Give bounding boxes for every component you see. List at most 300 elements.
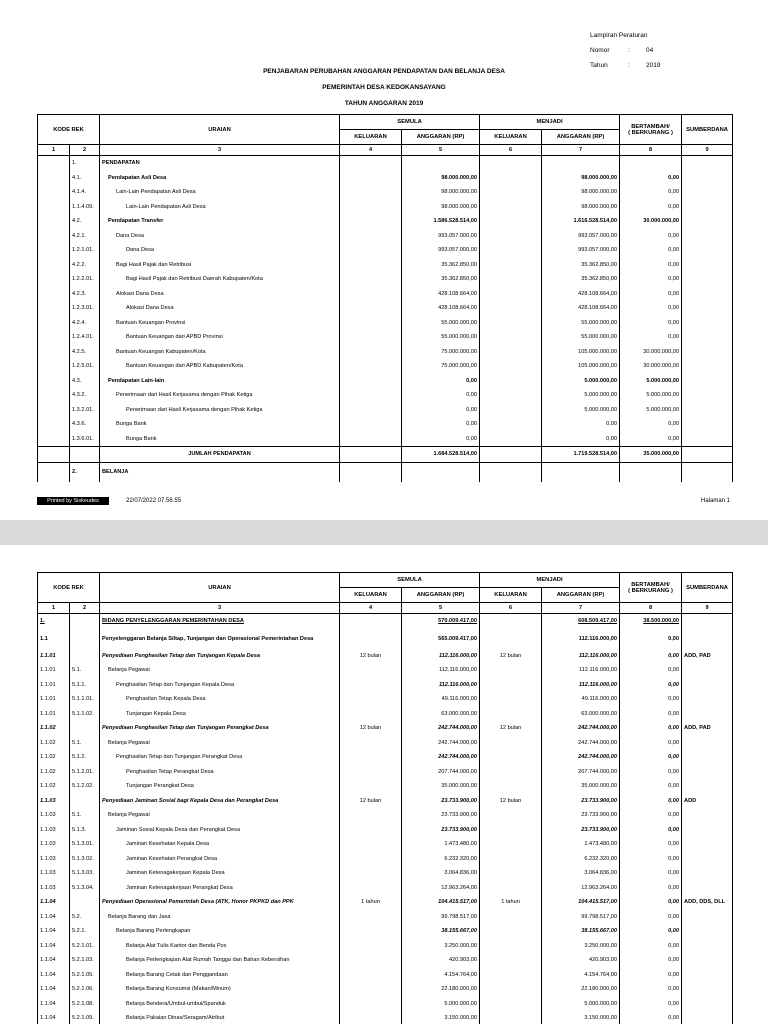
anggaran-menjadi: 5.000.000,00 [542,997,620,1012]
bertambah-berkurang: 0,00 [620,229,682,244]
anggaran-semula: 104.415.517,00 [402,895,480,910]
bertambah-berkurang: 0,00 [620,272,682,287]
bertambah-berkurang: 0,00 [620,301,682,316]
table-row [38,692,733,707]
printed-datetime: 22/07/2022 07.56.55 [126,498,182,504]
bertambah-berkurang: 0,00 [620,982,682,997]
anggaran-menjadi: 112.116.000,00 [542,663,620,678]
kode-rek-1 [38,200,70,215]
table-row [38,663,733,678]
table-row [38,837,733,852]
anggaran-semula: 242.744.000,00 [402,736,480,751]
keluaran-menjadi [480,1011,542,1024]
kode-rek-1 [38,388,70,403]
bertambah-berkurang: 5.000.000,00 [620,403,682,418]
uraian-cell: Belanja Pegawai [100,808,340,823]
keluaran-menjadi [480,765,542,780]
kode-rek-2: 5.1.3.02. [70,852,100,867]
sumberdana [682,881,733,896]
bertambah-berkurang [620,156,682,171]
keluaran-semula [340,185,402,200]
uraian-cell: Penyediaan Penghasilan Tetap dan Tunjangan Perangkat Desa [100,721,340,736]
bertambah-berkurang: 0,00 [620,953,682,968]
anggaran-menjadi: 993.057.000,00 [542,229,620,244]
nomor-label: Nomor [590,47,610,54]
anggaran-semula: 570.009.417,00 [402,614,480,629]
uraian-cell: Belanja Perlengkapan Alat Rumah Tangga dan Bahan Kebersihan [100,953,340,968]
keluaran-menjadi [480,214,542,229]
page-number: Halaman 1 [700,498,730,504]
keluaran-semula [340,388,402,403]
kode-rek-2 [70,794,100,809]
bertambah-berkurang: 0,00 [620,997,682,1012]
column-number: 9 [682,603,733,614]
anggaran-menjadi: 23.733.900,00 [542,823,620,838]
header-menjadi: MENJADI [480,573,620,588]
header-uraian: URAIAN [100,573,340,603]
uraian-cell: Belanja Barang Cetak dan Penggandaan [100,968,340,983]
anggaran-menjadi: 4.154.764,00 [542,968,620,983]
keluaran-semula [340,779,402,794]
kode-rek-2: 4.2.1. [70,229,100,244]
kode-rek-1 [38,462,70,482]
kode-rek-2: 4.2.4. [70,316,100,331]
sumberdana [682,171,733,186]
header-uraian: URAIAN [100,115,340,145]
anggaran-menjadi: 112.116.000,00 [542,649,620,664]
kode-rek-1: 1.1.04 [38,1011,70,1024]
sumberdana [682,432,733,447]
column-number: 3 [100,603,340,614]
uraian-cell: Lain-Lain Pendapatan Asli Desa [100,200,340,215]
uraian-cell: Pendapatan Transfer [100,214,340,229]
kode-rek-2: 1.2.5.01. [70,359,100,374]
kode-rek-2: 5.1.1. [70,678,100,693]
column-number: 2 [70,145,100,156]
sumberdana [682,316,733,331]
header-bertambah [620,115,682,145]
kode-rek-1: 1.1.01 [38,692,70,707]
table-row [38,432,733,447]
kode-rek-1: 1.1.01 [38,707,70,722]
anggaran-menjadi: 23.733.900,00 [542,794,620,809]
sumberdana [682,837,733,852]
sumberdana [682,287,733,302]
header-bertambah-line1: BERTAMBAH/ [631,581,670,588]
anggaran-menjadi: 420.903,00 [542,953,620,968]
bertambah-berkurang: 30.000.000,00 [620,345,682,360]
anggaran-semula: 993.057.000,00 [402,243,480,258]
anggaran-semula: 3.250.000,00 [402,939,480,954]
table-row [38,243,733,258]
keluaran-semula [340,881,402,896]
anggaran-semula: 0,00 [402,388,480,403]
kode-rek-2: 5.1.3.03. [70,866,100,881]
anggaran-semula: 23.733.900,00 [402,808,480,823]
kode-rek-2 [70,447,100,463]
kode-rek-1: 1.1.01 [38,663,70,678]
sumberdana [682,185,733,200]
anggaran-semula: 35.362.850,00 [402,272,480,287]
table-row [38,272,733,287]
uraian-cell: Belanja Barang Konsumsi (Makan/Minum) [100,982,340,997]
kode-rek-1: 1.1.04 [38,939,70,954]
uraian-cell: BELANJA [100,462,340,482]
table-row [38,924,733,939]
column-number: 8 [620,145,682,156]
keluaran-semula [340,837,402,852]
kode-rek-2: 1.1.4.09. [70,200,100,215]
keluaran-semula [340,258,402,273]
table-row [38,997,733,1012]
kode-rek-1 [38,185,70,200]
sumberdana: ADD [682,794,733,809]
uraian-cell: Penerimaan dari Hasil Kerjasama dengan Pihak Ketiga [100,388,340,403]
empty-cell [682,462,733,482]
bertambah-berkurang: 0,00 [620,721,682,736]
bertambah-berkurang: 0,00 [620,852,682,867]
kode-rek-2: 5.1. [70,736,100,751]
sumberdana [682,229,733,244]
report-title: PENJABARAN PERUBAHAN ANGGARAN PENDAPATAN DAN BELANJA DESA [263,68,505,75]
table-row [38,736,733,751]
sumberdana [682,779,733,794]
keluaran-semula [340,678,402,693]
keluaran-menjadi [480,968,542,983]
header-anggaran-semula: ANGGARAN (RP) [402,130,480,145]
sumberdana [682,629,733,649]
keluaran-semula [340,939,402,954]
kode-rek-1 [38,229,70,244]
bertambah-berkurang: 5.000.000,00 [620,374,682,389]
anggaran-menjadi: 3.064.836,00 [542,866,620,881]
keluaran-semula [340,823,402,838]
header-bertambah-line2: ( BERKURANG ) [628,587,673,594]
printed-by-label: Printed by Siskeudes [37,497,109,505]
keluaran-menjadi [480,243,542,258]
total-row [38,447,733,463]
kode-rek-2: 5.2.1. [70,924,100,939]
column-number: 1 [38,603,70,614]
column-number: 6 [480,145,542,156]
total-anggaran-menjadi: 1.719.528.514,00 [542,447,620,463]
header-keluaran-semula: KELUARAN [340,130,402,145]
kode-rek-2: 1.2.4.01. [70,330,100,345]
table-row [38,316,733,331]
bertambah-berkurang: 0,00 [620,417,682,432]
anggaran-menjadi: 3.250.000,00 [542,939,620,954]
bertambah-berkurang: 0,00 [620,910,682,925]
keluaran-menjadi [480,750,542,765]
kode-rek-2 [70,614,100,629]
column-number: 6 [480,603,542,614]
table-row [38,629,733,649]
uraian-cell: Pendapatan Lain-lain [100,374,340,389]
kode-rek-1 [38,258,70,273]
table-row [38,229,733,244]
anggaran-semula: 242.744.000,00 [402,721,480,736]
anggaran-semula: 242.744.000,00 [402,750,480,765]
header-bertambah [620,573,682,603]
kode-rek-2: 5.1.1.01. [70,692,100,707]
sumberdana [682,765,733,780]
keluaran-semula [340,316,402,331]
keluaran-semula [340,808,402,823]
uraian-cell: Bagi Hasil Pajak dan Retribusi [100,258,340,273]
anggaran-menjadi: 207.744.000,00 [542,765,620,780]
anggaran-semula: 99.798.517,00 [402,910,480,925]
bertambah-berkurang: 0,00 [620,794,682,809]
keluaran-menjadi [480,692,542,707]
bertambah-berkurang: 0,00 [620,243,682,258]
total-label: JUMLAH PENDAPATAN [100,447,340,463]
kode-rek-2: 5.1.1.02. [70,707,100,722]
report-titles [0,64,768,112]
anggaran-semula: 112.116.000,00 [402,678,480,693]
uraian-cell: Bantuan Keuangan Kabupaten/Kota [100,345,340,360]
bertambah-berkurang: 0,00 [620,823,682,838]
anggaran-menjadi: 35.000.000,00 [542,779,620,794]
anggaran-semula: 428.108.664,00 [402,287,480,302]
header-kode-rek: KODE REK [38,573,100,603]
kode-rek-1: 1.1.03 [38,881,70,896]
header-sumberdana: SUMBERDANA [682,115,733,145]
keluaran-menjadi [480,852,542,867]
anggaran-menjadi [542,156,620,171]
table-row [38,910,733,925]
keluaran-semula [340,910,402,925]
kode-rek-1: 1.1.04 [38,910,70,925]
header-keluaran-menjadi: KELUARAN [480,130,542,145]
anggaran-menjadi: 993.057.000,00 [542,243,620,258]
keluaran-semula [340,432,402,447]
sumberdana [682,750,733,765]
kode-rek-1: 1.1.02 [38,765,70,780]
anggaran-menjadi: 428.108.664,00 [542,287,620,302]
uraian-cell: BIDANG PENYELENGGARAN PEMERINTAHAN DESA [100,614,340,629]
keluaran-semula [340,968,402,983]
belanja-row [38,462,733,482]
anggaran-semula: 565.009.417,00 [402,629,480,649]
anggaran-menjadi: 12.963.264,00 [542,881,620,896]
table-row [38,779,733,794]
sumberdana [682,707,733,722]
sumberdana [682,678,733,693]
keluaran-menjadi [480,388,542,403]
sumberdana [682,243,733,258]
bertambah-berkurang: 0,00 [620,895,682,910]
keluaran-menjadi [480,403,542,418]
sumberdana [682,968,733,983]
table-row [38,649,733,664]
bertambah-berkurang: 0,00 [620,678,682,693]
column-number: 7 [542,145,620,156]
kode-rek-2: 5.1.2.02. [70,779,100,794]
anggaran-menjadi: 98.000.000,00 [542,185,620,200]
kode-rek-1: 1.1.03 [38,808,70,823]
anggaran-semula: 98.000.000,00 [402,185,480,200]
anggaran-semula [402,156,480,171]
sumberdana [682,156,733,171]
keluaran-menjadi [480,808,542,823]
kode-rek-2: 5.1.2. [70,750,100,765]
kode-rek-2: 5.2. [70,910,100,925]
anggaran-menjadi: 35.362.850,00 [542,258,620,273]
anggaran-menjadi: 49.116.000,00 [542,692,620,707]
anggaran-menjadi: 428.108.664,00 [542,301,620,316]
kode-rek-1 [38,432,70,447]
sumberdana [682,910,733,925]
kode-rek-1: 1. [38,614,70,629]
kode-rek-1: 1.1.04 [38,968,70,983]
table-row [38,750,733,765]
bertambah-berkurang: 0,00 [620,765,682,780]
keluaran-menjadi [480,881,542,896]
kode-rek-1: 1.1.02 [38,750,70,765]
table-row [38,359,733,374]
kode-rek-2: 5.2.1.03. [70,953,100,968]
keluaran-menjadi [480,359,542,374]
keluaran-menjadi [480,678,542,693]
kode-rek-1 [38,330,70,345]
keluaran-semula [340,345,402,360]
anggaran-semula: 23.733.900,00 [402,823,480,838]
anggaran-menjadi: 63.000.000,00 [542,707,620,722]
header-bertambah-line2: ( BERKURANG ) [628,129,673,136]
belanja-table [37,572,733,1024]
kode-rek-1 [38,374,70,389]
uraian-cell: Jaminan Kesehatan Perangkat Desa [100,852,340,867]
sumberdana [682,692,733,707]
keluaran-semula [340,707,402,722]
kode-rek-2: 5.2.1.08. [70,997,100,1012]
kode-rek-2 [70,895,100,910]
table-row [38,881,733,896]
bertambah-berkurang: 30.000.000,00 [620,214,682,229]
table-row [38,171,733,186]
table-row [38,185,733,200]
keluaran-semula [340,359,402,374]
anggaran-semula: 35.362.850,00 [402,258,480,273]
column-number-row [38,603,733,614]
anggaran-menjadi: 6.232.320,00 [542,852,620,867]
column-number: 1 [38,145,70,156]
table-row [38,939,733,954]
kode-rek-1 [38,214,70,229]
anggaran-semula: 38.155.667,00 [402,924,480,939]
sumberdana [682,301,733,316]
keluaran-menjadi [480,417,542,432]
uraian-cell: Belanja Barang Perlengkapan [100,924,340,939]
kode-rek-2: 4.3. [70,374,100,389]
keluaran-semula [340,301,402,316]
header-kode-rek: KODE REK [38,115,100,145]
anggaran-semula: 0,00 [402,432,480,447]
keluaran-semula [340,156,402,171]
keluaran-menjadi [480,866,542,881]
anggaran-menjadi: 608.509.417,00 [542,614,620,629]
kode-rek-1 [38,287,70,302]
kode-rek-2 [70,649,100,664]
uraian-cell: Jaminan Kesehatan Kepala Desa [100,837,340,852]
keluaran-menjadi [480,939,542,954]
anggaran-semula: 993.057.000,00 [402,229,480,244]
uraian-cell: Dana Desa [100,229,340,244]
table-row [38,287,733,302]
uraian-cell: Belanja Pegawai [100,663,340,678]
keluaran-semula [340,866,402,881]
keluaran-menjadi [480,707,542,722]
kode-rek-1: 1.1.04 [38,997,70,1012]
column-number: 3 [100,145,340,156]
bertambah-berkurang: 0,00 [620,649,682,664]
kode-rek-2: 4.3.2. [70,388,100,403]
column-number: 4 [340,603,402,614]
anggaran-menjadi: 105.000.000,00 [542,359,620,374]
sumberdana [682,447,733,463]
anggaran-semula: 35.000.000,00 [402,779,480,794]
kode-rek-2: 5.2.1.09. [70,1011,100,1024]
anggaran-menjadi: 22.180.000,00 [542,982,620,997]
uraian-cell: Penyediaan Operasional Pemerintah Desa (ATK, Honor PKPKD dan PPK [100,895,340,910]
column-number-row [38,145,733,156]
uraian-cell: Tunjangan Perangkat Desa [100,779,340,794]
anggaran-semula: 0,00 [402,417,480,432]
keluaran-menjadi: 12 bulan [480,649,542,664]
kode-rek-2: 5.1.3.01. [70,837,100,852]
bertambah-berkurang: 0,00 [620,663,682,678]
uraian-cell: Belanja Alat Tulis Kantor dan Benda Pos [100,939,340,954]
table-row [38,258,733,273]
keluaran-menjadi [480,171,542,186]
keluaran-menjadi [480,374,542,389]
anggaran-semula: 0,00 [402,403,480,418]
sumberdana [682,359,733,374]
keluaran-menjadi [480,447,542,463]
table-row [38,417,733,432]
kode-rek-2: 4.2.5. [70,345,100,360]
table-row [38,214,733,229]
kode-rek-2: 1.3.6.01. [70,432,100,447]
sumberdana [682,417,733,432]
kode-rek-1: 1.1.01 [38,649,70,664]
anggaran-menjadi: 23.733.900,00 [542,808,620,823]
kode-rek-2: 4.2.3. [70,287,100,302]
header-semula: SEMULA [340,573,480,588]
kode-rek-1 [38,243,70,258]
keluaran-semula [340,852,402,867]
header-sumberdana: SUMBERDANA [682,573,733,603]
empty-cell [620,462,682,482]
kode-rek-1: 1.1.02 [38,736,70,751]
table-row [38,721,733,736]
anggaran-menjadi: 105.000.000,00 [542,345,620,360]
keluaran-menjadi [480,953,542,968]
keluaran-menjadi [480,432,542,447]
keluaran-semula [340,447,402,463]
keluaran-semula [340,692,402,707]
sumberdana: ADD, PAD [682,649,733,664]
anggaran-semula: 22.180.000,00 [402,982,480,997]
anggaran-semula: 23.733.900,00 [402,794,480,809]
table-row [38,982,733,997]
kode-rek-1 [38,156,70,171]
uraian-cell: Belanja Bendera/Umbul-umbul/Spanduk [100,997,340,1012]
table-row [38,794,733,809]
pendapatan-table [37,114,733,482]
bertambah-berkurang: 0,00 [620,330,682,345]
kode-rek-1 [38,359,70,374]
